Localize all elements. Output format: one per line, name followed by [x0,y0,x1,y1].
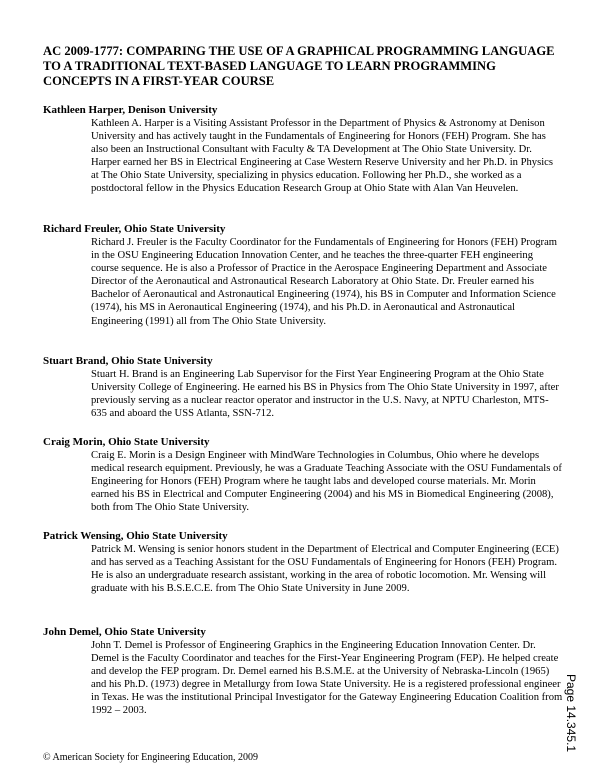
bio-name: Craig Morin, Ohio State University [43,436,210,448]
bio-craig-morin [43,436,563,514]
bio-stuart-brand [43,355,563,420]
bio-name: Richard Freuler, Ohio State University [43,223,226,235]
bio-patrick-wensing [43,530,563,595]
bio-text: Richard J. Freuler is the Faculty Coordinator for the Fundamentals of Engineering for Honors (FEH) Program in the OSU Engineering Education Innovation Center, and he teaches the three-quarter FEH engineering course sequence. He is also a Professor of Practice in the Aerospace Engineering Department and Associate Director of the Aeronautical and Astronautical Research Laboratory at Ohio State. Dr. Freuler earned his Bachelor of Aeronautical and Astronautical Engineering (1974), his BS in Computer and Information Science (1974), his MS in Aeronautical Engineering (1974), and his Ph.D. in Aeronautical and Astronautical Engineering (1991) all from The Ohio State University. [91,237,558,327]
bio-name: Stuart Brand, Ohio State University [43,355,213,367]
page-number-label: Page 14.345.1 [564,674,578,753]
bio-text: Kathleen A. Harper is a Visiting Assistant Professor in the Department of Physics & Astronomy at Denison University and has actively taught in the Fundamentals of Engineering for Honors (FEH) Program. She has also been an Instructional Consultant with Faculty & TA Development at The Ohio State University. Dr. Harper earned her BS in Electrical Engineering at Case Western Reserve University and her Ph.D. in Physics at The Ohio State University, specializing in physics education. Following her Ph.D., she worked as a postdoctoral fellow in the Physics Education Research Group at Ohio State with Alan Van Heuvelen. [91,118,553,195]
bio-text: Stuart H. Brand is an Engineering Lab Supervisor for the First Year Engineering Program at the Ohio State University College of Engineering. He earned his BS in Physics from The Ohio State University in 1997, after previously serving as a nuclear reactor operator and instructor in the U.S. Navy, at NPTU Charleston, MTS-635 and aboard the USS Atlanta, SSN-712. [91,369,559,420]
bio-name: Patrick Wensing, Ohio State University [43,530,228,542]
bio-john-demel [43,626,563,718]
bio-name: Kathleen Harper, Denison University [43,104,218,116]
paper-title: AC 2009-1777: COMPARING THE USE OF A GRAPHICAL PROGRAMMING LANGUAGE TO A TRADITIONAL TEXT-BASED LANGUAGE TO LEARN PROGRAMMING CONCEPTS IN A FIRST-YEAR COURSE [43,44,555,88]
bio-text: Patrick M. Wensing is senior honors student in the Department of Electrical and Computer Engineering (ECE) and has served as a Teaching Assistant for the OSU Fundamentals of Engineering for Honors (FEH) Program. He is also an undergraduate research assistant, working in the area of robotic locomotion. Mr. Wensing will graduate with his B.S.E.C.E. from The Ohio State University in June 2009. [91,544,559,595]
bio-richard-freuler [43,223,563,328]
bio-kathleen-harper [43,104,563,196]
bio-text: John T. Demel is Professor of Engineering Graphics in the Engineering Education Innovation Center. Dr. Demel is the Faculty Coordinator and teaches for the First-Year Engineering Program (FEP). He helped create and develop the FEP program. Dr. Demel earned his B.S.M.E. at the University of Nebraska-Lincoln (1965) and his Ph.D. (1973) degree in Metallurgy from Iowa State University. He is a registered professional engineer in Texas. He was the institutional Principal Investigator for the Gateway Engineering Education Coalition from 1992 – 2003. [91,640,563,717]
copyright-footer: © American Society for Engineering Education, 2009 [43,752,259,763]
bio-text: Craig E. Morin is a Design Engineer with MindWare Technologies in Columbus, Ohio where he develops medical research equipment. Previously, he was a Graduate Teaching Associate with the OSU Fundamentals of Engineering for Honors (FEH) Program where he taught labs and developed course materials. Mr. Morin earned his BS in Electrical and Computer Engineering (2004) and his MS in Biomedical Engineering (2008), both from The Ohio State University. [91,450,562,514]
bio-name: John Demel, Ohio State University [43,626,206,638]
